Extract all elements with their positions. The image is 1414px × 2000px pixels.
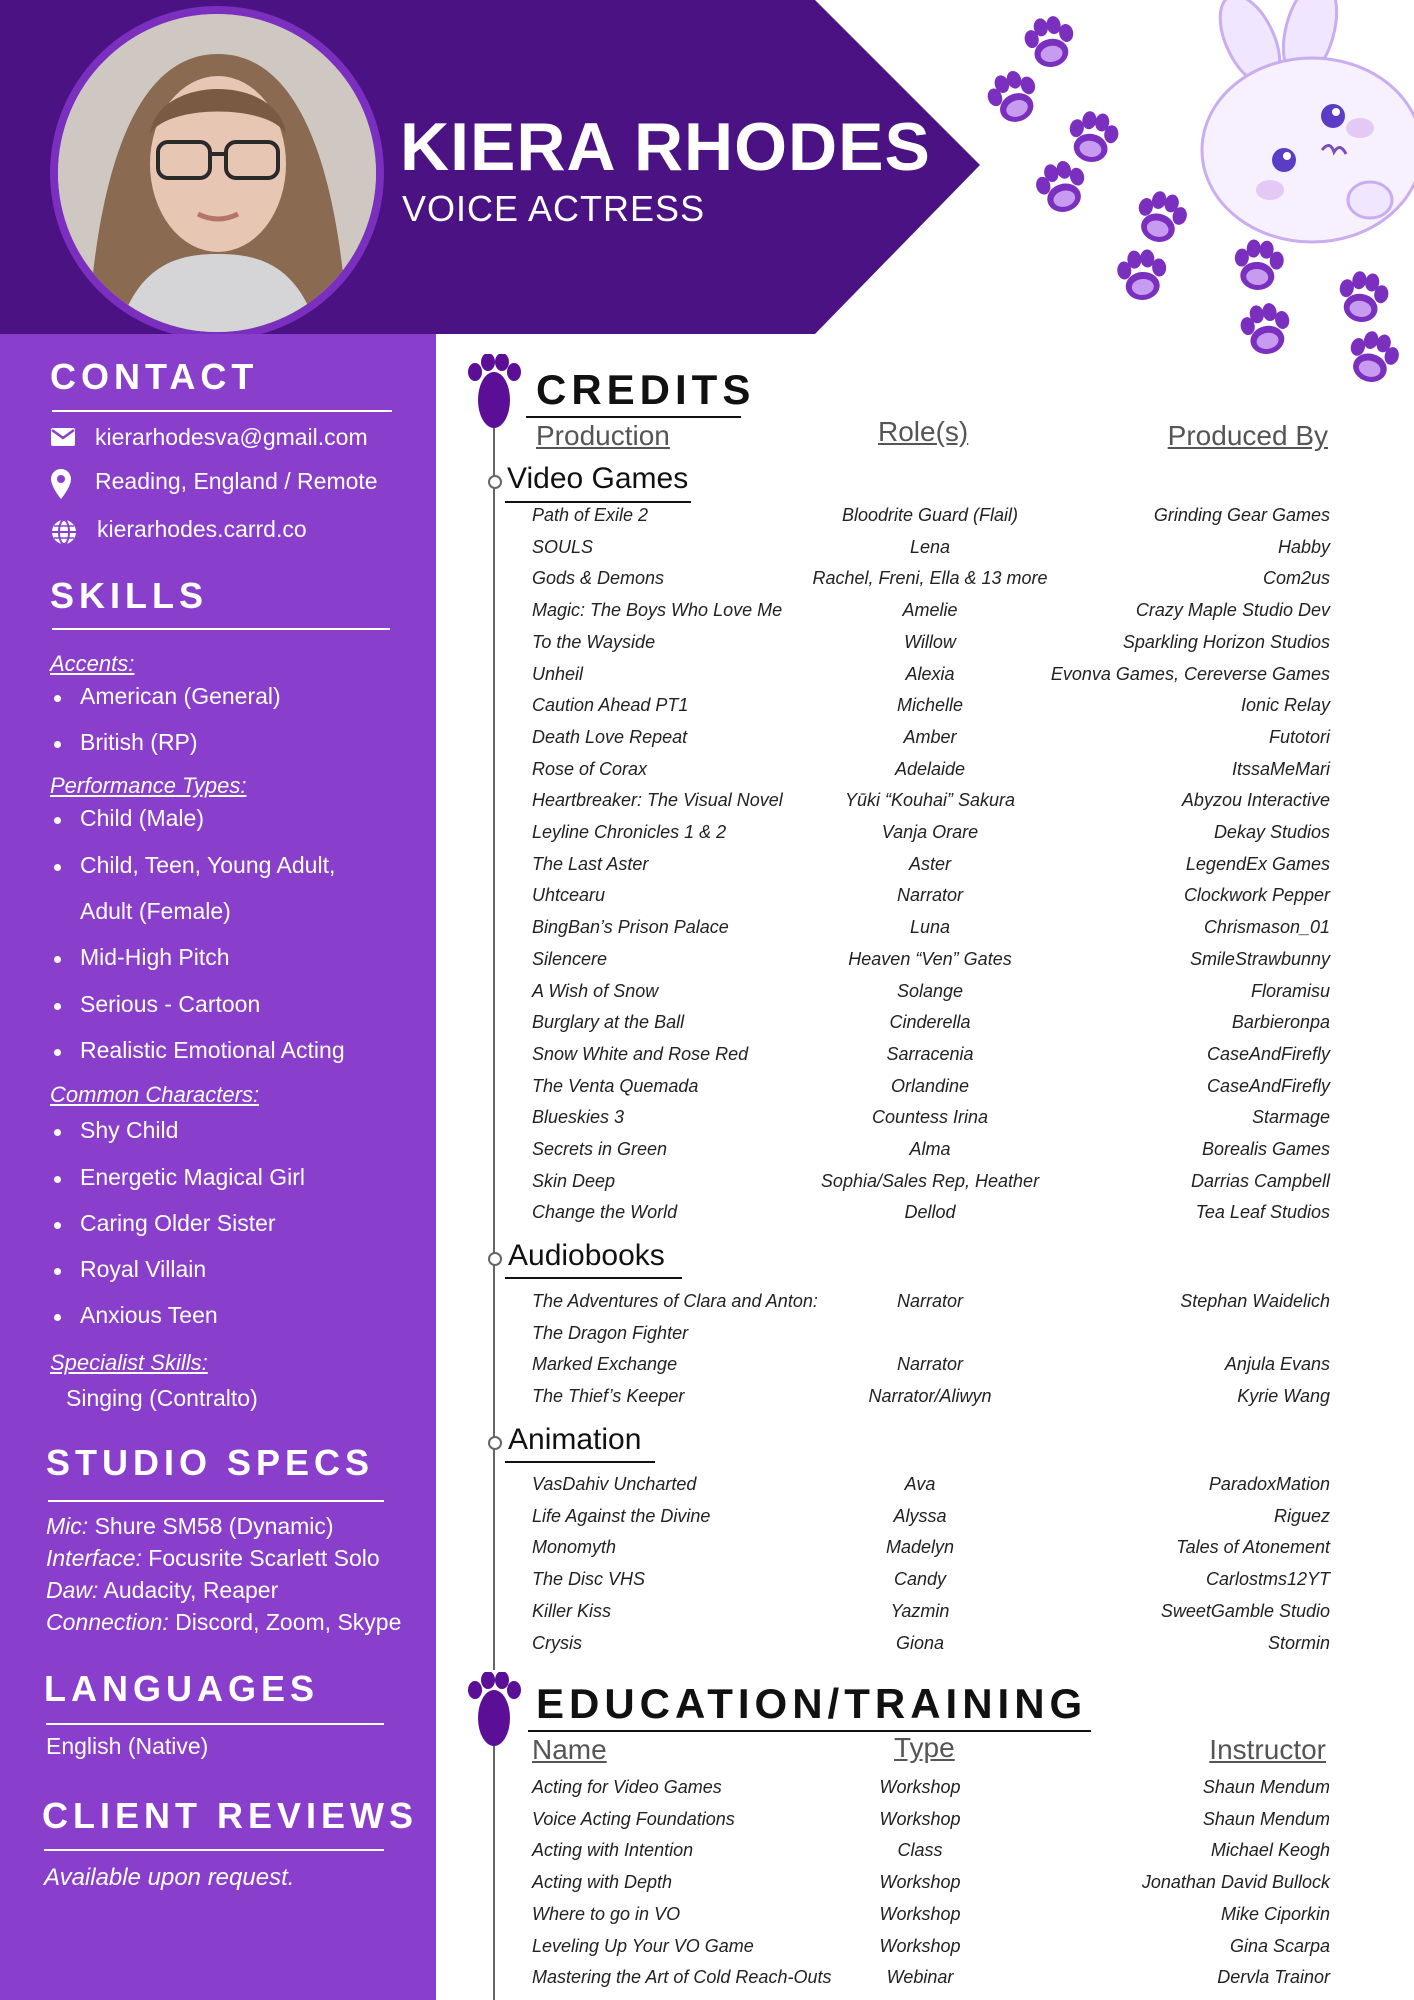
contact-email[interactable]: kierarhodesva@gmail.com <box>95 424 368 450</box>
row-title: Marked Exchange <box>532 1354 678 1375</box>
row-role: Narrator <box>896 885 964 906</box>
timeline-node <box>488 1252 502 1266</box>
row-title: Acting with Depth <box>532 1872 673 1893</box>
performance-types-label: Performance Types: <box>50 773 247 798</box>
row-producer: Stephan Waidelich <box>1180 1291 1330 1311</box>
table-row <box>530 1474 1330 1504</box>
paw-prints-decoration <box>960 0 1414 400</box>
row-role: Heaven “Ven” Gates <box>848 948 1012 969</box>
table-row <box>530 1777 1330 1807</box>
row-title: Where to go in VO <box>532 1903 681 1924</box>
row-producer: Abyzou Interactive <box>1181 790 1330 811</box>
row-role: Giona <box>895 1632 945 1653</box>
page-subtitle: VOICE ACTRESS <box>402 188 706 229</box>
row-role: Alyssa <box>893 1505 947 1526</box>
row-title: Monomyth <box>532 1537 617 1558</box>
row-role: Workshop <box>879 1808 961 1829</box>
table-row <box>530 949 1330 979</box>
row-role: Orlandine <box>890 1075 970 1096</box>
table-row <box>530 600 1330 630</box>
paw-marker-icon <box>466 354 522 432</box>
table-row <box>530 664 1330 694</box>
languages-heading: LANGUAGES <box>44 1668 320 1709</box>
row-title: Change the World <box>532 1202 678 1223</box>
row-role: Adelaide <box>894 758 966 779</box>
reviews-value: Available upon request. <box>44 1864 295 1891</box>
row-producer: ItssaMeMari <box>1231 758 1330 779</box>
skills-item: Royal Villain <box>80 1256 207 1282</box>
column-header-production: Production <box>536 420 670 451</box>
skills-item: Adult (Female) <box>80 898 231 924</box>
table-row <box>530 1076 1330 1106</box>
row-role: Vanja Orare <box>881 822 979 842</box>
skills-item: Caring Older Sister <box>80 1210 276 1236</box>
row-title: Heartbreaker: The Visual Novel <box>532 790 783 811</box>
row-role: Ava <box>904 1474 936 1494</box>
row-producer: Starmage <box>1251 1107 1330 1128</box>
languages-divider <box>46 1723 384 1725</box>
credits-divider <box>526 416 741 418</box>
row-role: Sophia/Sales Rep, Heather <box>820 1170 1040 1191</box>
table-row <box>530 727 1330 757</box>
row-producer: CaseAndFirefly <box>1206 1043 1330 1064</box>
row-producer: Dervla Trainor <box>1217 1967 1330 1988</box>
row-role: Workshop <box>879 1872 961 1893</box>
table-row <box>530 1171 1330 1201</box>
video-games-heading: Video Games <box>507 462 689 495</box>
row-producer: Chrismason_01 <box>1203 917 1330 938</box>
row-role: Amber <box>903 726 957 747</box>
row-role: Aster <box>908 853 952 874</box>
paw-marker-icon <box>466 1672 522 1750</box>
skills-item: American (General) <box>80 683 281 709</box>
education-heading: EDUCATION/TRAINING <box>536 1680 1088 1727</box>
row-producer: Crazy Maple Studio Dev <box>1135 600 1330 621</box>
row-producer: Sparkling Horizon Studios <box>1122 631 1330 652</box>
spec-label: Mic: <box>46 1513 89 1539</box>
row-role: Rachel, Freni, Ella & 13 more <box>812 568 1048 589</box>
row-role: Workshop <box>879 1777 961 1797</box>
row-producer: SweetGamble Studio <box>1160 1600 1330 1621</box>
row-title: Acting for Video Games <box>532 1777 722 1797</box>
row-producer: Borealis Games <box>1201 1139 1330 1159</box>
row-producer: SmileStrawbunny <box>1189 948 1330 969</box>
spec-label: Interface: <box>46 1545 142 1571</box>
common-characters-label: Common Characters: <box>50 1082 260 1107</box>
row-title: Death Love Repeat <box>532 726 688 747</box>
row-producer: Anjula Evans <box>1224 1354 1330 1375</box>
table-row <box>530 1506 1330 1536</box>
row-role: Yazmin <box>890 1600 950 1621</box>
row-producer: Mike Ciporkin <box>1220 1903 1330 1924</box>
contact-heading: CONTACT <box>50 356 259 397</box>
credits-heading: CREDITS <box>536 366 756 413</box>
studio-specs-heading: STUDIO SPECS <box>46 1442 375 1483</box>
bunny-icon <box>1202 0 1414 242</box>
row-title: Leyline Chronicles 1 & 2 <box>532 822 727 842</box>
table-row <box>530 505 1330 535</box>
row-title: The Adventures of Clara and Anton: <box>532 1291 818 1311</box>
table-row <box>530 1633 1330 1663</box>
table-row <box>530 1601 1330 1631</box>
row-role: Lena <box>909 536 951 557</box>
row-title: SOULS <box>532 536 594 557</box>
row-role: Countess Irina <box>871 1107 989 1128</box>
row-title: Crysis <box>532 1632 582 1653</box>
row-role: Alexia <box>905 663 955 684</box>
row-role: Cinderella <box>889 1012 971 1033</box>
row-producer: Riguez <box>1273 1505 1330 1526</box>
row-title: Acting with Intention <box>532 1840 694 1861</box>
table-row <box>530 1904 1330 1934</box>
skills-heading: SKILLS <box>50 575 209 616</box>
studio-divider <box>48 1500 384 1502</box>
table-row <box>530 568 1330 598</box>
row-title: Caution Ahead PT1 <box>532 695 689 716</box>
column-header-instructor: Instructor <box>1209 1734 1326 1765</box>
table-row <box>530 537 1330 567</box>
table-row <box>530 822 1330 852</box>
row-title: Path of Exile 2 <box>532 505 649 525</box>
row-producer: Shaun Mendum <box>1202 1777 1330 1797</box>
row-title: Rose of Corax <box>532 758 648 779</box>
row-title: Leveling Up Your VO Game <box>532 1935 754 1956</box>
table-row <box>530 1107 1330 1137</box>
row-title: Blueskies 3 <box>532 1107 625 1128</box>
row-producer: Tea Leaf Studios <box>1195 1202 1330 1223</box>
table-row <box>530 1044 1330 1074</box>
row-role: Luna <box>909 917 951 938</box>
table-row <box>530 854 1330 884</box>
page-title: KIERA RHODES <box>400 109 931 185</box>
table-row <box>530 1386 1330 1416</box>
row-producer: Stormin <box>1267 1632 1330 1653</box>
row-role: Class <box>897 1840 943 1861</box>
skills-item: Singing (Contralto) <box>66 1385 258 1411</box>
spec-label: Daw: <box>46 1577 99 1603</box>
reviews-divider <box>44 1849 384 1851</box>
row-title: Gods & Demons <box>532 568 665 589</box>
row-role: Narrator <box>896 1291 964 1311</box>
skills-item: Child (Male) <box>80 805 204 831</box>
animation-heading: Animation <box>508 1423 642 1456</box>
row-title: Uhtcearu <box>532 885 606 906</box>
row-title: To the Wayside <box>532 631 656 652</box>
category-divider <box>505 501 691 503</box>
table-row <box>530 1537 1330 1567</box>
skills-divider <box>52 628 390 630</box>
row-role: Michelle <box>896 695 964 716</box>
row-producer: ParadoxMation <box>1208 1474 1330 1494</box>
spec-value: Focusrite Scarlett Solo <box>148 1545 380 1571</box>
specialist-skills-label: Specialist Skills: <box>50 1350 208 1375</box>
row-title: Burglary at the Ball <box>532 1012 685 1033</box>
row-role: Sarracenia <box>886 1043 974 1064</box>
skills-item: Anxious Teen <box>80 1302 218 1328</box>
row-title: Skin Deep <box>532 1170 616 1191</box>
table-row <box>530 917 1330 947</box>
row-title: Killer Kiss <box>532 1600 612 1621</box>
row-producer: Futotori <box>1268 726 1330 747</box>
row-producer: Clockwork Pepper <box>1183 885 1330 906</box>
row-producer: LegendEx Games <box>1185 853 1330 874</box>
table-row <box>530 759 1330 789</box>
row-title: The Venta Quemada <box>532 1075 699 1096</box>
row-title: Snow White and Rose Red <box>532 1043 749 1064</box>
audiobooks-heading: Audiobooks <box>508 1239 665 1272</box>
row-role: Narrator <box>896 1354 964 1375</box>
spec-value: Shure SM58 (Dynamic) <box>94 1513 334 1539</box>
row-role: Alma <box>909 1139 951 1159</box>
contact-location: Reading, England / Remote <box>95 468 378 494</box>
row-role: Madelyn <box>885 1537 955 1558</box>
row-producer: Darrias Campbell <box>1190 1170 1330 1191</box>
row-title: Life Against the Divine <box>532 1505 711 1526</box>
skills-item: Mid-High Pitch <box>80 944 230 970</box>
row-producer: Tales of Atonement <box>1176 1537 1330 1558</box>
table-row <box>530 1809 1330 1839</box>
table-row <box>530 1569 1330 1599</box>
table-row <box>530 1139 1330 1169</box>
category-divider <box>505 1461 655 1463</box>
skills-item: Child, Teen, Young Adult, <box>80 852 336 878</box>
column-header-name: Name <box>532 1734 607 1765</box>
table-row <box>530 1872 1330 1902</box>
contact-divider <box>52 410 392 412</box>
row-title: Magic: The Boys Who Love Me <box>532 600 783 621</box>
row-title: BingBan’s Prison Palace <box>532 917 729 938</box>
timeline-line <box>493 380 495 1670</box>
table-row <box>530 1936 1330 1966</box>
row-producer: Habby <box>1277 536 1330 557</box>
spec-value: Audacity, Reaper <box>103 1577 279 1603</box>
row-role: Workshop <box>879 1903 961 1924</box>
spec-label: Connection: <box>46 1609 169 1635</box>
skills-item: Energetic Magical Girl <box>80 1164 305 1190</box>
row-title: The Disc VHS <box>532 1569 646 1590</box>
row-producer: CaseAndFirefly <box>1206 1075 1330 1096</box>
timeline-node <box>488 1436 502 1450</box>
row-role: Bloodrite Guard (Flail) <box>841 505 1019 525</box>
column-header-roles: Role(s) <box>878 416 969 447</box>
education-divider <box>528 1730 1091 1732</box>
contact-website[interactable]: kierarhodes.carrd.co <box>97 516 307 542</box>
table-row <box>530 885 1330 915</box>
row-producer: Kyrie Wang <box>1237 1386 1330 1407</box>
table-row <box>530 1012 1330 1042</box>
column-header-type: Type <box>894 1732 955 1763</box>
row-producer: Ionic Relay <box>1240 695 1330 716</box>
skills-item: Shy Child <box>80 1117 179 1143</box>
table-row <box>530 1354 1330 1384</box>
row-title: The Dragon Fighter <box>532 1322 689 1343</box>
globe-icon <box>50 518 78 546</box>
row-producer: Michael Keogh <box>1210 1840 1330 1861</box>
row-role: Candy <box>893 1569 947 1590</box>
row-producer: Barbieronpa <box>1231 1012 1330 1033</box>
row-role: Willow <box>904 631 956 652</box>
timeline-node <box>488 475 502 489</box>
row-producer: Jonathan David Bullock <box>1141 1872 1330 1893</box>
accents-label: Accents: <box>50 651 135 676</box>
spec-value: Discord, Zoom, Skype <box>175 1609 402 1635</box>
table-row <box>530 981 1330 1011</box>
row-producer: Dekay Studios <box>1213 822 1330 842</box>
row-producer: Evonva Games, Cereverse Games <box>1050 663 1330 684</box>
table-row <box>530 1291 1330 1321</box>
row-producer: Grinding Gear Games <box>1153 505 1330 525</box>
row-role: Solange <box>896 980 964 1001</box>
avatar <box>58 14 376 332</box>
skills-item: Realistic Emotional Acting <box>80 1037 345 1063</box>
table-row <box>530 695 1330 725</box>
row-title: VasDahiv Uncharted <box>532 1474 697 1494</box>
category-divider <box>505 1277 682 1279</box>
column-header-produced-by: Produced By <box>1167 420 1328 451</box>
row-title: A Wish of Snow <box>532 980 659 1001</box>
row-role: Webinar <box>886 1967 954 1988</box>
location-pin-icon <box>50 468 72 500</box>
row-role: Yūki “Kouhai” Sakura <box>844 790 1016 811</box>
row-title: Unheil <box>532 663 584 684</box>
skills-item: Serious - Cartoon <box>80 991 261 1017</box>
table-row <box>530 790 1330 820</box>
row-role: Dellod <box>904 1202 956 1223</box>
table-row <box>530 1840 1330 1870</box>
row-producer: Shaun Mendum <box>1202 1808 1330 1829</box>
mail-icon <box>50 427 76 447</box>
row-title: Secrets in Green <box>532 1139 668 1159</box>
row-title: The Thief’s Keeper <box>532 1386 685 1407</box>
table-row <box>530 1202 1330 1232</box>
table-row <box>530 1323 1330 1353</box>
row-role: Narrator/Aliwyn <box>868 1386 992 1407</box>
table-row <box>530 1967 1330 1997</box>
row-title: Mastering the Art of Cold Reach-Outs <box>532 1967 832 1988</box>
language-value: English (Native) <box>46 1733 209 1759</box>
row-producer: Gina Scarpa <box>1229 1935 1330 1956</box>
row-role: Workshop <box>879 1935 961 1956</box>
row-role: Amelie <box>902 600 958 621</box>
row-producer: Carlostms12YT <box>1205 1569 1330 1590</box>
client-reviews-heading: CLIENT REVIEWS <box>42 1795 419 1836</box>
row-title: Voice Acting Foundations <box>532 1808 735 1829</box>
row-producer: Com2us <box>1262 568 1330 589</box>
row-producer: Floramisu <box>1250 980 1330 1001</box>
table-row <box>530 632 1330 662</box>
skills-item: British (RP) <box>80 729 198 755</box>
row-title: Silencere <box>532 948 608 969</box>
row-title: The Last Aster <box>532 853 649 874</box>
